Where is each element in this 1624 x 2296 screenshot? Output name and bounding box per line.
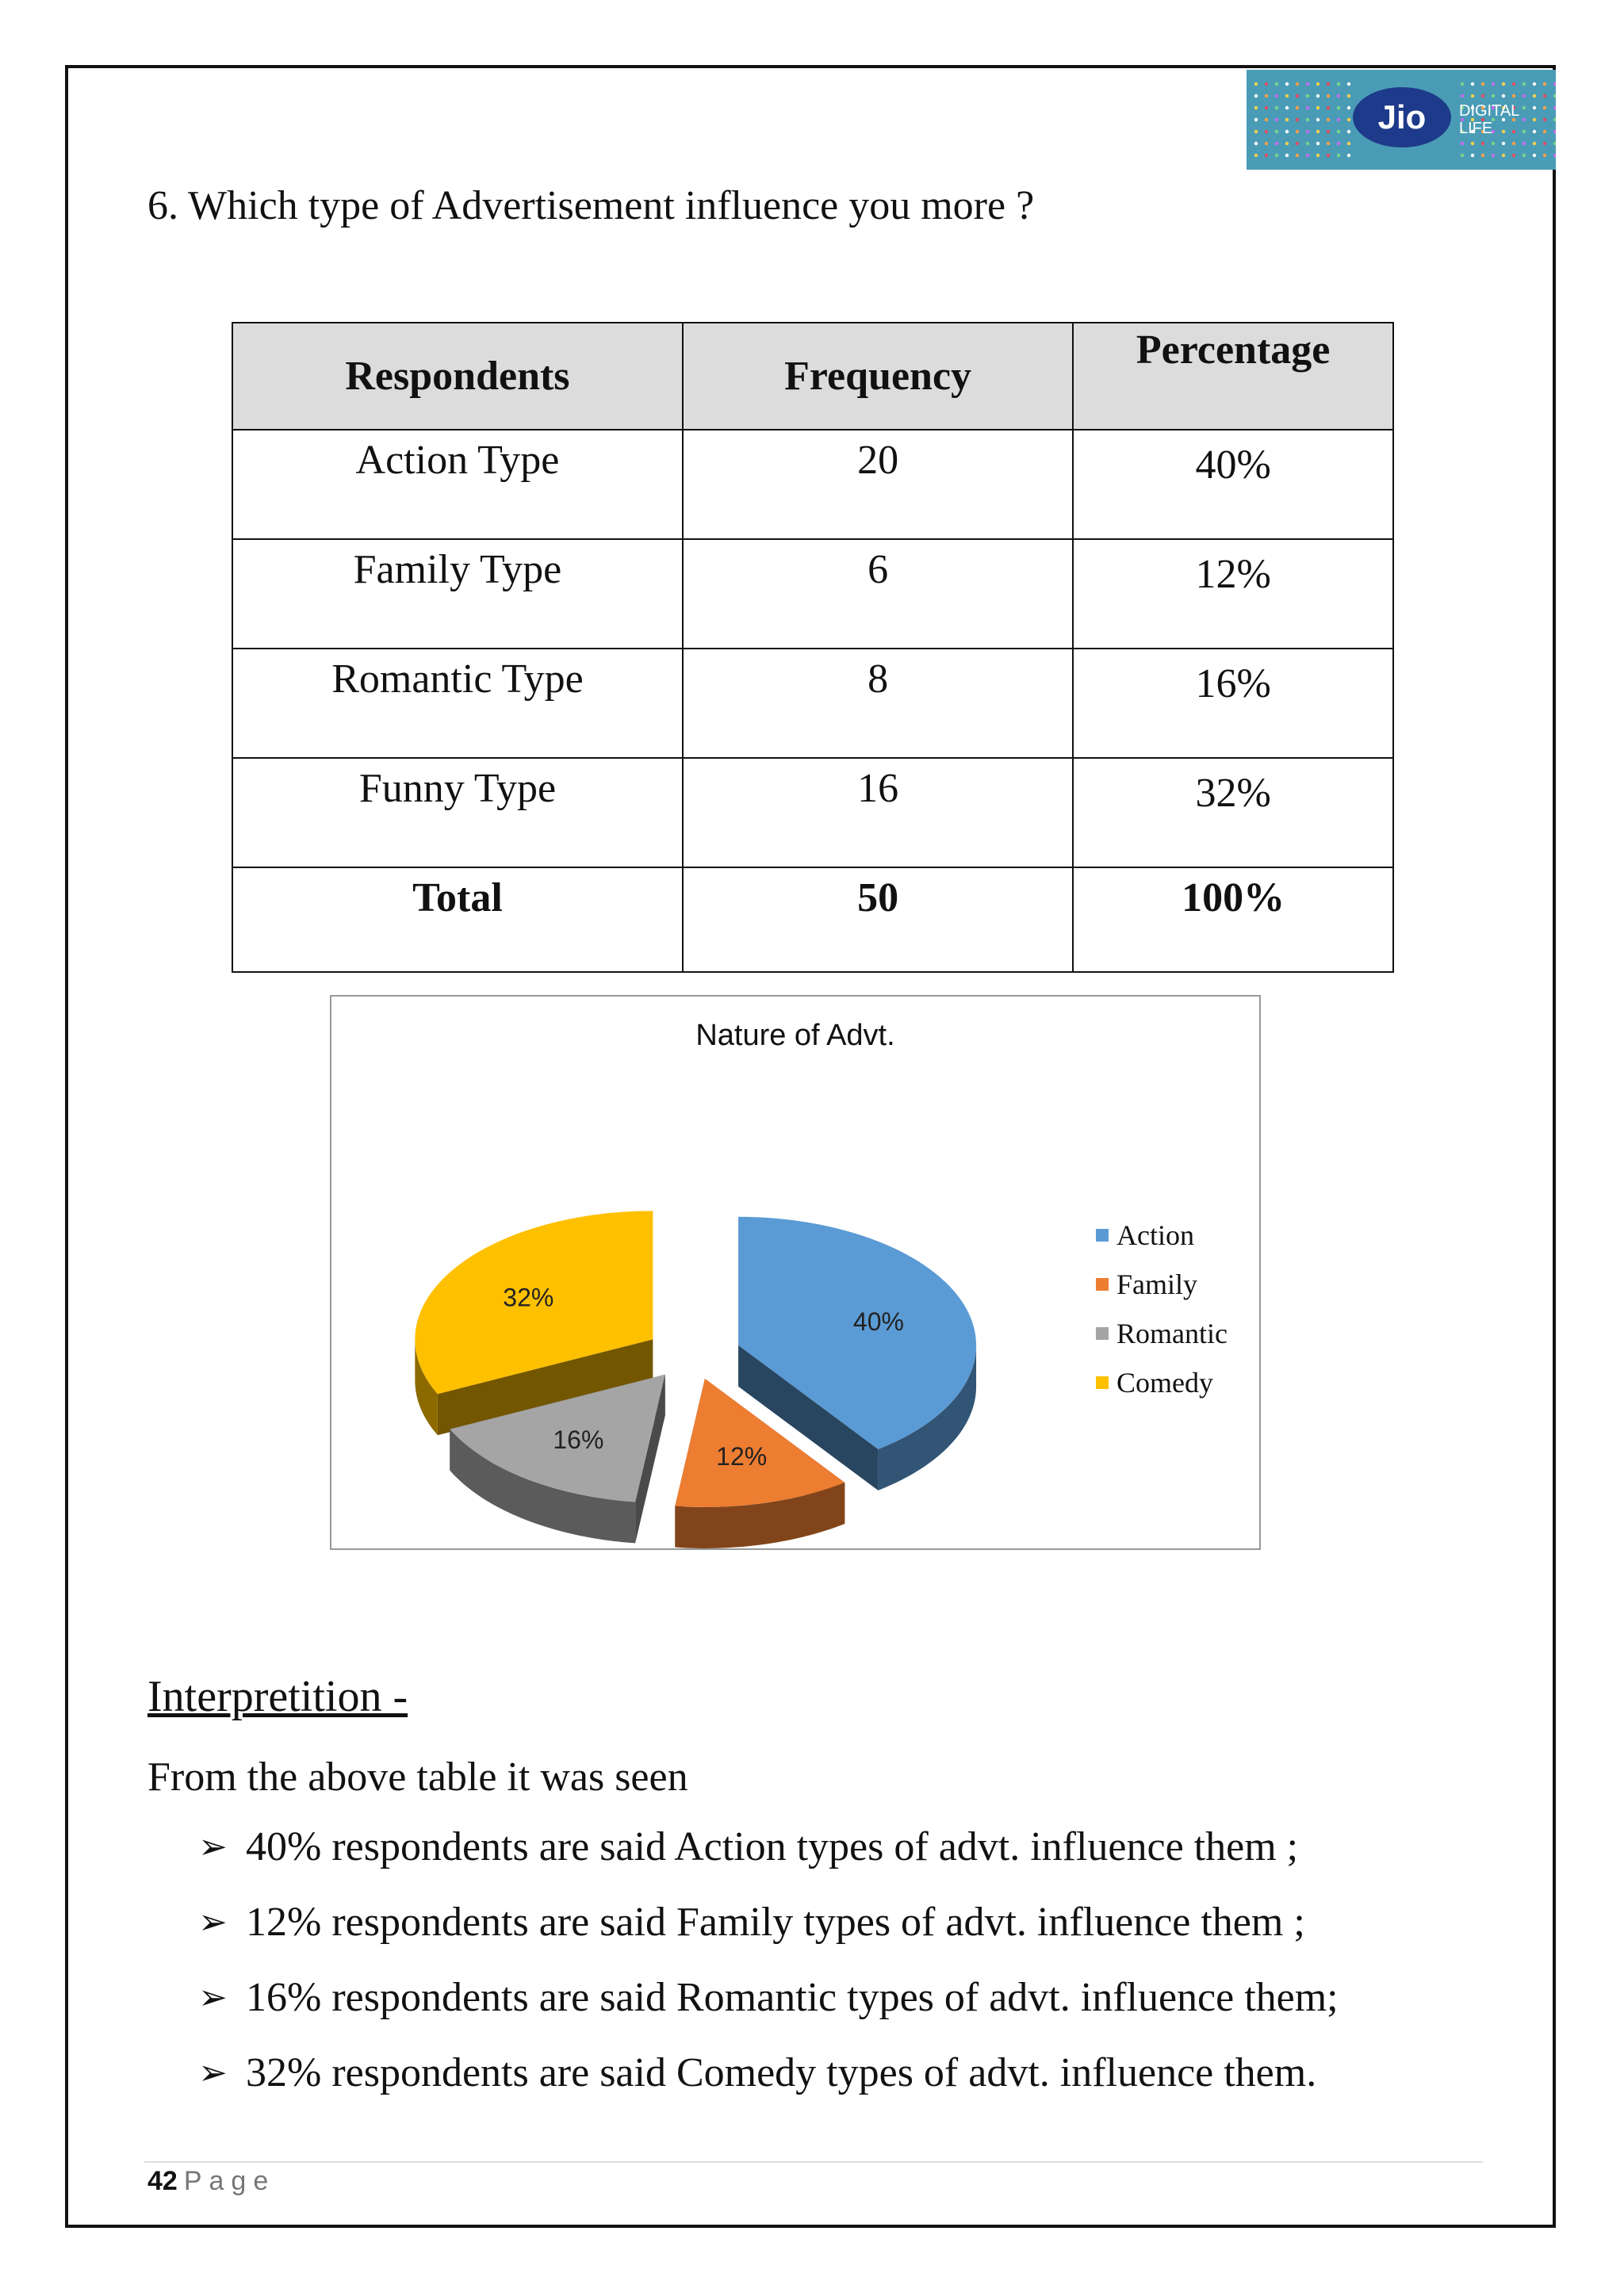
logo-dot bbox=[1543, 118, 1546, 121]
logo-dot bbox=[1306, 154, 1309, 157]
table-row bbox=[232, 539, 1393, 649]
logo-dot bbox=[1254, 106, 1258, 109]
logo-dot bbox=[1347, 94, 1350, 98]
logo-dot bbox=[1502, 130, 1505, 133]
logo-dot bbox=[1533, 82, 1536, 86]
logo-dot bbox=[1533, 118, 1536, 121]
logo-dot bbox=[1543, 106, 1546, 109]
legend-swatch bbox=[1096, 1327, 1109, 1340]
logo-dot bbox=[1522, 94, 1526, 98]
bullet-text: 32% respondents are said Comedy types of advt. influence them. bbox=[246, 2050, 1317, 2095]
total-frequency: 50 bbox=[683, 867, 1073, 972]
page-word: Page bbox=[183, 2166, 276, 2196]
row-percentage: 32% bbox=[1073, 758, 1393, 867]
logo-dot bbox=[1481, 154, 1484, 157]
logo-dot bbox=[1553, 82, 1556, 86]
logo-dot bbox=[1265, 118, 1268, 121]
legend-swatch bbox=[1096, 1376, 1109, 1389]
row-label: Family Type bbox=[232, 539, 683, 649]
logo-dot bbox=[1533, 142, 1536, 145]
logo-dot bbox=[1296, 118, 1299, 121]
legend-item bbox=[1096, 1358, 1228, 1407]
legend-label: Family bbox=[1116, 1269, 1198, 1300]
total-percentage: 100% bbox=[1073, 867, 1393, 972]
logo-dot bbox=[1512, 94, 1515, 98]
logo-dot bbox=[1461, 154, 1464, 157]
logo-dot bbox=[1522, 154, 1526, 157]
row-percentage: 16% bbox=[1073, 649, 1393, 758]
chart-legend bbox=[1096, 1211, 1228, 1407]
logo-dot bbox=[1316, 142, 1320, 145]
list-item bbox=[198, 1899, 1339, 1974]
legend-item bbox=[1096, 1309, 1228, 1358]
list-item bbox=[198, 1823, 1339, 1899]
header-percentage: Percentage bbox=[1073, 323, 1393, 430]
logo-dot bbox=[1347, 130, 1350, 133]
logo-dot bbox=[1316, 94, 1320, 98]
response-table bbox=[232, 322, 1394, 973]
row-frequency: 8 bbox=[683, 649, 1073, 758]
legend-item bbox=[1096, 1211, 1228, 1260]
logo-dot bbox=[1533, 154, 1536, 157]
row-label: Action Type bbox=[232, 430, 683, 539]
interpretation-intro: From the above table it was seen bbox=[147, 1755, 688, 1800]
logo-dot bbox=[1254, 94, 1258, 98]
logo-dot bbox=[1492, 94, 1495, 98]
logo-dot bbox=[1512, 154, 1515, 157]
pie-data-label: 32% bbox=[503, 1283, 554, 1312]
logo-dot bbox=[1347, 118, 1350, 121]
logo-dot bbox=[1265, 142, 1268, 145]
bullet-text: 16% respondents are said Romantic types of advt. influence them; bbox=[246, 1975, 1339, 2020]
logo-dot bbox=[1254, 82, 1258, 86]
logo-dot bbox=[1265, 82, 1268, 86]
bullet-text: 40% respondents are said Action types of advt. influence them ; bbox=[246, 1824, 1299, 1869]
row-label: Funny Type bbox=[232, 758, 683, 867]
logo-dot bbox=[1337, 118, 1340, 121]
logo-dot bbox=[1316, 106, 1320, 109]
logo-dot bbox=[1285, 154, 1289, 157]
logo-dot bbox=[1553, 94, 1556, 98]
row-percentage: 12% bbox=[1073, 539, 1393, 649]
logo-dot bbox=[1512, 130, 1515, 133]
logo-dot bbox=[1285, 142, 1289, 145]
logo-dot bbox=[1522, 130, 1526, 133]
logo-dot bbox=[1502, 94, 1505, 98]
arrow-bullet-icon: ➢ bbox=[198, 1977, 228, 2018]
logo-dot bbox=[1275, 130, 1278, 133]
logo-dot bbox=[1533, 94, 1536, 98]
logo-dot bbox=[1275, 106, 1278, 109]
jio-logo bbox=[1247, 70, 1556, 170]
header-frequency: Frequency bbox=[683, 323, 1073, 430]
row-frequency: 6 bbox=[683, 539, 1073, 649]
logo-dot bbox=[1337, 106, 1340, 109]
logo-dot bbox=[1502, 154, 1505, 157]
logo-dot bbox=[1327, 106, 1330, 109]
legend-swatch bbox=[1096, 1229, 1109, 1242]
logo-dot bbox=[1316, 118, 1320, 121]
logo-dot bbox=[1543, 154, 1546, 157]
logo-dot bbox=[1492, 154, 1495, 157]
logo-dot bbox=[1275, 82, 1278, 86]
logo-dot bbox=[1296, 154, 1299, 157]
logo-dot bbox=[1553, 118, 1556, 121]
list-item bbox=[198, 2049, 1339, 2125]
logo-dot bbox=[1553, 130, 1556, 133]
logo-dot bbox=[1296, 130, 1299, 133]
pie-data-label: 40% bbox=[852, 1307, 904, 1336]
logo-dot bbox=[1265, 154, 1268, 157]
logo-dot bbox=[1327, 130, 1330, 133]
logo-dot bbox=[1512, 82, 1515, 86]
logo-dot bbox=[1471, 154, 1474, 157]
logo-dot bbox=[1337, 94, 1340, 98]
logo-dot bbox=[1337, 130, 1340, 133]
logo-dot bbox=[1285, 106, 1289, 109]
logo-dot bbox=[1522, 82, 1526, 86]
logo-dot bbox=[1306, 142, 1309, 145]
logo-dot bbox=[1347, 154, 1350, 157]
legend-label: Romantic bbox=[1116, 1318, 1228, 1349]
logo-dot bbox=[1492, 142, 1495, 145]
logo-dot bbox=[1327, 142, 1330, 145]
arrow-bullet-icon: ➢ bbox=[198, 2053, 228, 2093]
logo-dot bbox=[1254, 118, 1258, 121]
logo-dot bbox=[1254, 130, 1258, 133]
logo-dot bbox=[1327, 82, 1330, 86]
logo-dot bbox=[1347, 106, 1350, 109]
logo-dot bbox=[1254, 142, 1258, 145]
interpretation-heading: Interpretition - bbox=[147, 1672, 408, 1721]
logo-dot bbox=[1285, 94, 1289, 98]
logo-dot bbox=[1316, 130, 1320, 133]
legend-item bbox=[1096, 1260, 1228, 1309]
logo-dot bbox=[1522, 142, 1526, 145]
pie-chart bbox=[330, 995, 1261, 1550]
total-label: Total bbox=[232, 867, 683, 972]
logo-dot bbox=[1461, 94, 1464, 98]
legend-swatch bbox=[1096, 1278, 1109, 1291]
logo-dot bbox=[1306, 118, 1309, 121]
bullet-text: 12% respondents are said Family types of advt. influence them ; bbox=[246, 1900, 1305, 1945]
logo-dot bbox=[1533, 106, 1536, 109]
logo-dot bbox=[1327, 118, 1330, 121]
logo-dot bbox=[1316, 154, 1320, 157]
logo-dot bbox=[1481, 142, 1484, 145]
logo-dot bbox=[1543, 142, 1546, 145]
logo-dot bbox=[1543, 94, 1546, 98]
table-row bbox=[232, 758, 1393, 867]
logo-dot bbox=[1347, 142, 1350, 145]
logo-dot bbox=[1512, 142, 1515, 145]
logo-dot bbox=[1522, 118, 1526, 121]
arrow-bullet-icon: ➢ bbox=[198, 1902, 228, 1942]
logo-dot bbox=[1316, 82, 1320, 86]
legend-label: Action bbox=[1116, 1219, 1194, 1251]
logo-dot bbox=[1543, 82, 1546, 86]
table-row bbox=[232, 430, 1393, 539]
row-label: Romantic Type bbox=[232, 649, 683, 758]
logo-dot bbox=[1481, 82, 1484, 86]
logo-dot bbox=[1471, 142, 1474, 145]
page-footer bbox=[147, 2166, 275, 2197]
pie-data-label: 16% bbox=[553, 1425, 604, 1454]
logo-dot bbox=[1296, 106, 1299, 109]
logo-dot bbox=[1522, 106, 1526, 109]
logo-dot bbox=[1502, 82, 1505, 86]
logo-dot bbox=[1285, 82, 1289, 86]
table-header-row bbox=[232, 323, 1393, 430]
logo-dot bbox=[1265, 106, 1268, 109]
arrow-bullet-icon: ➢ bbox=[198, 1827, 228, 1867]
logo-dot bbox=[1296, 142, 1299, 145]
logo-dot bbox=[1461, 82, 1464, 86]
logo-dot bbox=[1265, 130, 1268, 133]
logo-dot bbox=[1553, 106, 1556, 109]
logo-dot bbox=[1471, 82, 1474, 86]
logo-dot bbox=[1533, 130, 1536, 133]
logo-tagline-2: LIFE bbox=[1459, 120, 1493, 137]
logo-dot bbox=[1327, 154, 1330, 157]
logo-dot bbox=[1306, 82, 1309, 86]
row-frequency: 20 bbox=[683, 430, 1073, 539]
logo-dot bbox=[1553, 142, 1556, 145]
logo-dot bbox=[1275, 94, 1278, 98]
logo-text: Jio bbox=[1377, 98, 1427, 136]
row-percentage: 40% bbox=[1073, 430, 1393, 539]
logo-dot bbox=[1275, 118, 1278, 121]
logo-dot bbox=[1502, 142, 1505, 145]
table-row bbox=[232, 649, 1393, 758]
footer-divider bbox=[144, 2161, 1483, 2163]
logo-dot bbox=[1337, 154, 1340, 157]
table-total-row bbox=[232, 867, 1393, 972]
logo-dot bbox=[1285, 130, 1289, 133]
logo-dot bbox=[1337, 142, 1340, 145]
logo-dot bbox=[1337, 82, 1340, 86]
logo-dot bbox=[1543, 130, 1546, 133]
question-heading: 6. Which type of Advertisement influence you more ? bbox=[147, 183, 1035, 228]
logo-dot bbox=[1296, 82, 1299, 86]
legend-label: Comedy bbox=[1116, 1367, 1213, 1399]
row-frequency: 16 bbox=[683, 758, 1073, 867]
logo-tagline-1: DIGITAL bbox=[1459, 102, 1520, 120]
logo-dot bbox=[1553, 154, 1556, 157]
logo-dot bbox=[1327, 94, 1330, 98]
logo-dot bbox=[1306, 130, 1309, 133]
logo-dot bbox=[1471, 94, 1474, 98]
list-item bbox=[198, 1974, 1339, 2049]
pie-data-label: 12% bbox=[716, 1442, 768, 1471]
logo-dot bbox=[1492, 82, 1495, 86]
logo-dot bbox=[1347, 82, 1350, 86]
logo-dot bbox=[1461, 142, 1464, 145]
logo-dot bbox=[1265, 94, 1268, 98]
logo-dot bbox=[1296, 94, 1299, 98]
logo-dot bbox=[1481, 94, 1484, 98]
logo-dot bbox=[1275, 154, 1278, 157]
logo-dot bbox=[1285, 118, 1289, 121]
logo-dot bbox=[1254, 154, 1258, 157]
interpretation-list bbox=[198, 1823, 1339, 2125]
page-number: 42 bbox=[147, 2166, 178, 2196]
logo-dot bbox=[1306, 94, 1309, 98]
logo-dot bbox=[1306, 106, 1309, 109]
chart-title: Nature of Advt. bbox=[695, 1019, 895, 1052]
logo-dot bbox=[1275, 142, 1278, 145]
header-respondents: Respondents bbox=[232, 323, 683, 430]
